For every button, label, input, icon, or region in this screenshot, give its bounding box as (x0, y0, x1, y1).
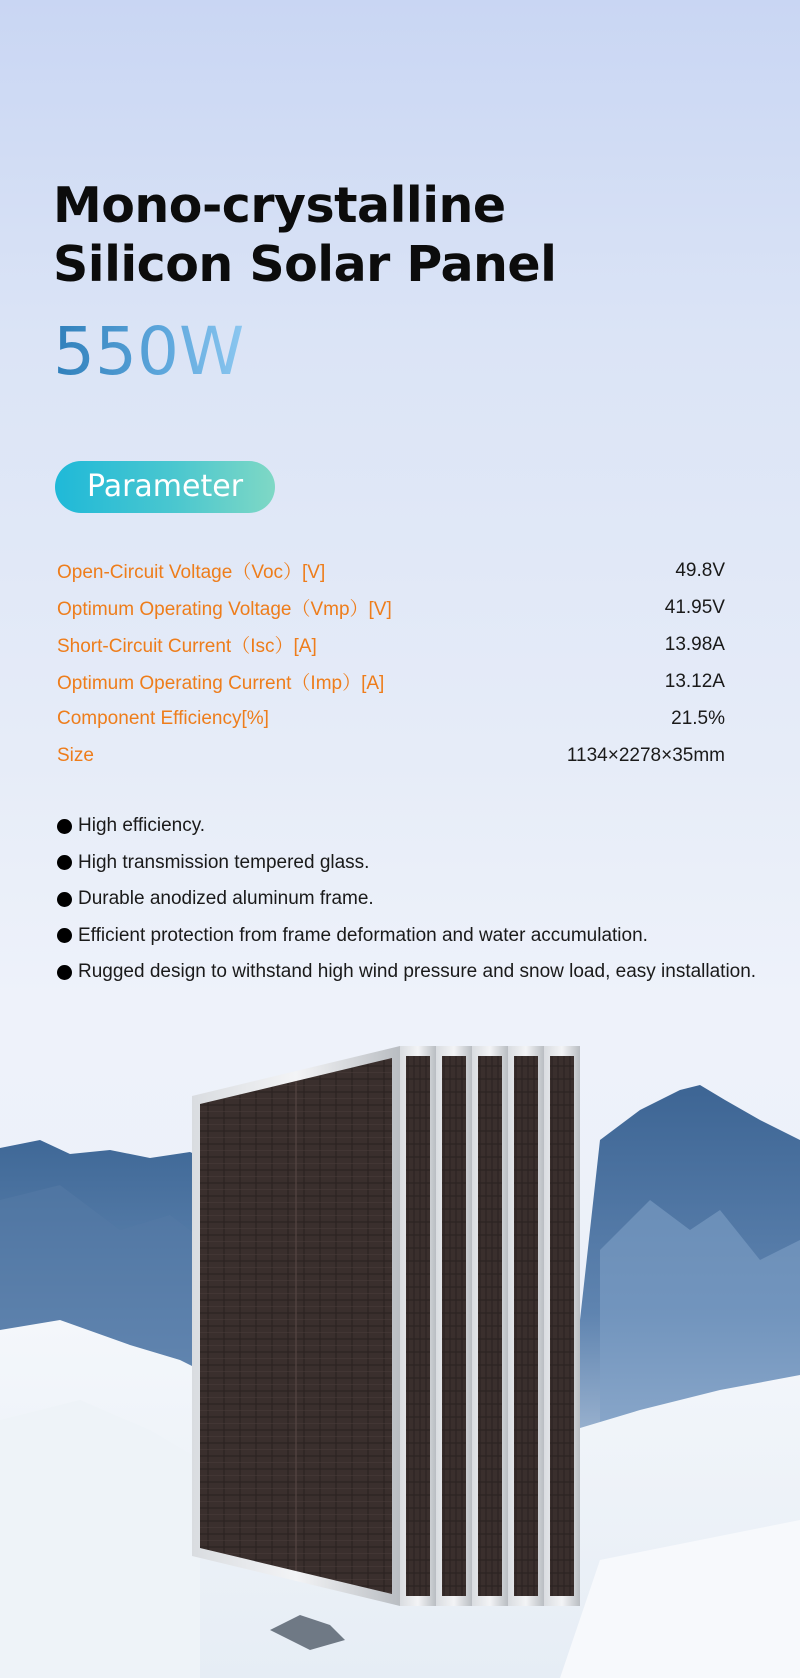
parameter-badge: Parameter (55, 461, 275, 513)
spec-label: Size (57, 744, 94, 766)
feature-text: Rugged design to withstand high wind pressure and snow load, easy installation. (78, 961, 757, 983)
spec-value: 13.98A (664, 633, 725, 655)
spec-label: Open-Circuit Voltage（Voc）[V] (57, 562, 326, 583)
spec-value: 13.12A (664, 670, 725, 692)
spec-row (57, 589, 725, 626)
title-line-1: Mono-crystalline (53, 177, 506, 234)
feature-text: High efficiency. (78, 815, 206, 837)
feature-item (57, 881, 756, 918)
spec-value: 21.5% (671, 707, 725, 729)
bullet-icon (57, 855, 72, 870)
solar-panel-stack (192, 1046, 580, 1606)
bullet-icon (57, 965, 72, 980)
spec-row (57, 700, 725, 737)
spec-value: 49.8V (675, 559, 725, 581)
bullet-icon (57, 892, 72, 907)
product-scene-image (0, 1020, 800, 1678)
spec-label: Component Efficiency[%] (57, 707, 269, 729)
spec-label: Optimum Operating Current（Imp）[A] (57, 673, 385, 694)
spec-row (57, 552, 725, 589)
feature-text: Durable anodized aluminum frame. (78, 888, 374, 910)
spec-row (57, 663, 725, 700)
spec-label: Optimum Operating Voltage（Vmp）[V] (57, 599, 392, 620)
feature-text: Efficient protection from frame deformation and water accumulation. (78, 924, 648, 946)
feature-list (57, 808, 756, 991)
feature-item (57, 918, 756, 955)
product-title (53, 176, 556, 294)
feature-item (57, 845, 756, 882)
spec-label: Short-Circuit Current（Isc）[A] (57, 636, 317, 657)
feature-item (57, 808, 756, 845)
spec-row (57, 737, 725, 774)
bullet-icon (57, 819, 72, 834)
spec-value: 41.95V (664, 596, 725, 618)
bullet-icon (57, 928, 72, 943)
power-rating: 550W (53, 313, 245, 390)
spec-value: 1134×2278×35mm (566, 744, 725, 766)
feature-item (57, 954, 756, 991)
spec-row (57, 626, 725, 663)
feature-text: High transmission tempered glass. (78, 851, 370, 873)
title-line-2: Silicon Solar Panel (53, 236, 557, 293)
spec-table (57, 552, 725, 774)
